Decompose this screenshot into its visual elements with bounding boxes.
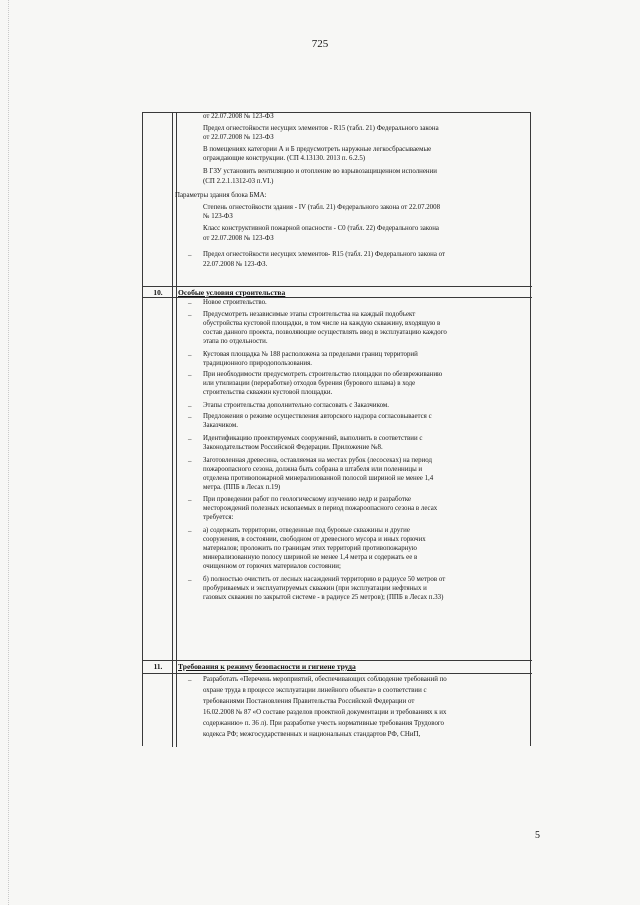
subheading: Параметры здания блока БМА:	[175, 192, 267, 199]
text-line: При необходимости предусмотреть строительство площадки по обезвреживанию	[203, 371, 443, 378]
text-line: требованиями Постановления Правительства Российской Федерации от	[203, 698, 415, 705]
bullet-dash: –	[188, 311, 192, 319]
text-line: очищенном от горючих материалов состоянии;	[203, 563, 341, 570]
column-divider	[176, 113, 177, 747]
text-line: метра. (ППБ в Лесах п.19)	[203, 484, 281, 491]
bullet-dash: –	[188, 435, 192, 443]
text-line: 16.02.2008 № 87 «О составе разделов проектной документации и требованиях к их	[203, 709, 447, 716]
text-line: (СП 2.2.1.1312-03 п.VI.)	[203, 178, 274, 185]
text-line: этапа по отдельности.	[203, 338, 268, 345]
text-line: Заказчиком.	[203, 422, 238, 429]
bullet-dash: –	[188, 457, 192, 465]
text-line: строительства скважин кустовой площадки.	[203, 389, 333, 396]
text-line: ограждающие конструкции. (СП 4.13130. 2013 п. 6.2.5)	[203, 155, 366, 162]
scan-margin-line	[8, 0, 10, 905]
text-line: отделена противопожарной минерализованной полосой шириной не менее 1,4	[203, 475, 434, 482]
text-line: Идентификацию проектируемых сооружений, выполнить в соответствии с	[203, 435, 423, 442]
text-line: Предусмотреть независимые этапы строительства на каждый подобъект	[203, 311, 416, 318]
text-line: В помещениях категории А и Б предусмотреть наружные легкосбрасываемые	[203, 146, 432, 153]
text-line: Предел огнестойкости несущих элементов - R15 (табл. 21) Федерального закона	[203, 125, 439, 132]
text-line: 22.07.2008 № 123-ФЗ.	[203, 261, 268, 268]
text-line: материалов; проложить по границам этих территорий противопожарную	[203, 545, 417, 552]
row-divider	[143, 660, 532, 661]
text-line: месторождений полезных ископаемых в период пожароопасного сезона в лесах	[203, 505, 438, 512]
section-title: Требования к режиму безопасности и гигиене труда	[178, 662, 356, 671]
section-title: Особые условия строительства	[178, 288, 286, 297]
text-line: охране труда в процессе эксплуатации линейного объекта» в соответствии с	[203, 687, 427, 694]
text-line: а) содержать территории, отведенные под буровые скважины и другие	[203, 527, 410, 534]
page-number-bottom: 5	[535, 830, 540, 841]
bullet-dash: –	[188, 351, 192, 359]
text-line: № 123-ФЗ	[203, 213, 233, 220]
text-line: традиционного природопользования.	[203, 360, 312, 367]
text-line: обустройства кустовой площадки, в том числе на каждую скважину, входящую в	[203, 320, 441, 327]
text-line: содержанию» п. 36 л). При разработке учесть нормативные требования Трудового	[203, 720, 444, 727]
bullet-dash: –	[188, 496, 192, 504]
page-number-top: 725	[311, 38, 329, 50]
text-line: кодекса РФ; межгосударственных и национальных стандартов РФ, СНиП,	[203, 731, 421, 738]
text-line: минерализованную полосу шириной не менее 1,4 метра и содержать ее в	[203, 554, 418, 561]
row-divider	[143, 297, 532, 298]
text-line: Предел огнестойкости несущих элементов- R15 (табл. 21) Федерального закона от	[203, 251, 445, 258]
bullet-dash: –	[188, 299, 192, 307]
text-line: пробуриваемых и эксплуатируемых скважин (при эксплуатации нефтяных и	[203, 585, 427, 592]
row-divider	[143, 286, 532, 287]
text-line: Законодательством Российской Федерации. Приложение №8.	[203, 444, 383, 451]
text-line: газовых скважин по закрытой системе - в радиусе 25 метров); (ППБ в Лесах п.33)	[203, 594, 444, 601]
bullet-dash: –	[188, 527, 192, 535]
bullet-dash: –	[188, 251, 192, 259]
text-line: или утилизации (переработке) отходов бурения (бурового шлама) в ходе	[203, 380, 416, 387]
bullet-dash: –	[188, 413, 192, 421]
section-number: 11.	[153, 662, 163, 671]
text-line: При проведении работ по геологическому изучению недр и разработке	[203, 496, 412, 503]
bullet-dash: –	[188, 676, 192, 684]
text-line: требуется:	[203, 514, 234, 521]
text-line: от 22.07.2008 № 123-ФЗ	[203, 235, 274, 242]
bullet-dash: –	[188, 576, 192, 584]
section-number: 10.	[153, 288, 163, 297]
text-line: от 22.07.2008 № 123-ФЗ	[203, 134, 274, 141]
requirements-table	[142, 112, 531, 746]
text-line: от 22.07.2008 № 123-ФЗ	[203, 113, 274, 120]
text-line: Кустовая площадка № 188 расположена за пределами границ территорий	[203, 351, 418, 358]
row-divider	[143, 673, 532, 674]
text-line: состав данного проекта, позволяющие осуществлять ввод в эксплуатацию каждого	[203, 329, 447, 336]
text-line: Класс конструктивной пожарной опасности - С0 (табл. 22) Федерального закона	[203, 225, 439, 232]
text-line: Степень огнестойкости здания - IV (табл. 21) Федерального закона от 22.07.2008	[203, 204, 441, 211]
bullet-dash: –	[188, 402, 192, 410]
text-line: Предложения о режиме осуществления авторского надзора согласовывается с	[203, 413, 432, 420]
text-line: Новое строительство.	[203, 299, 267, 306]
text-line: В ГЗУ установить вентиляцию и отопление во взрывозащищенном исполнении	[203, 168, 437, 175]
text-line: пожароопасного сезона, должна быть собрана в штабеля или поленницы и	[203, 466, 423, 473]
column-divider	[172, 113, 173, 747]
bullet-dash: –	[188, 371, 192, 379]
text-line: Разработать «Перечень мероприятий, обеспечивающих соблюдение требований по	[203, 676, 447, 683]
text-line: Заготовленная древесина, оставляемая на местах рубок (лесосеках) на период	[203, 457, 433, 464]
text-line: сооружения, в состоянии, свободном от древесного мусора и иных горючих	[203, 536, 426, 543]
text-line: Этапы строительства дополнительно согласовать с Заказчиком.	[203, 402, 389, 409]
text-line: б) полностью очистить от лесных насаждений территорию в радиусе 50 метров от	[203, 576, 446, 583]
